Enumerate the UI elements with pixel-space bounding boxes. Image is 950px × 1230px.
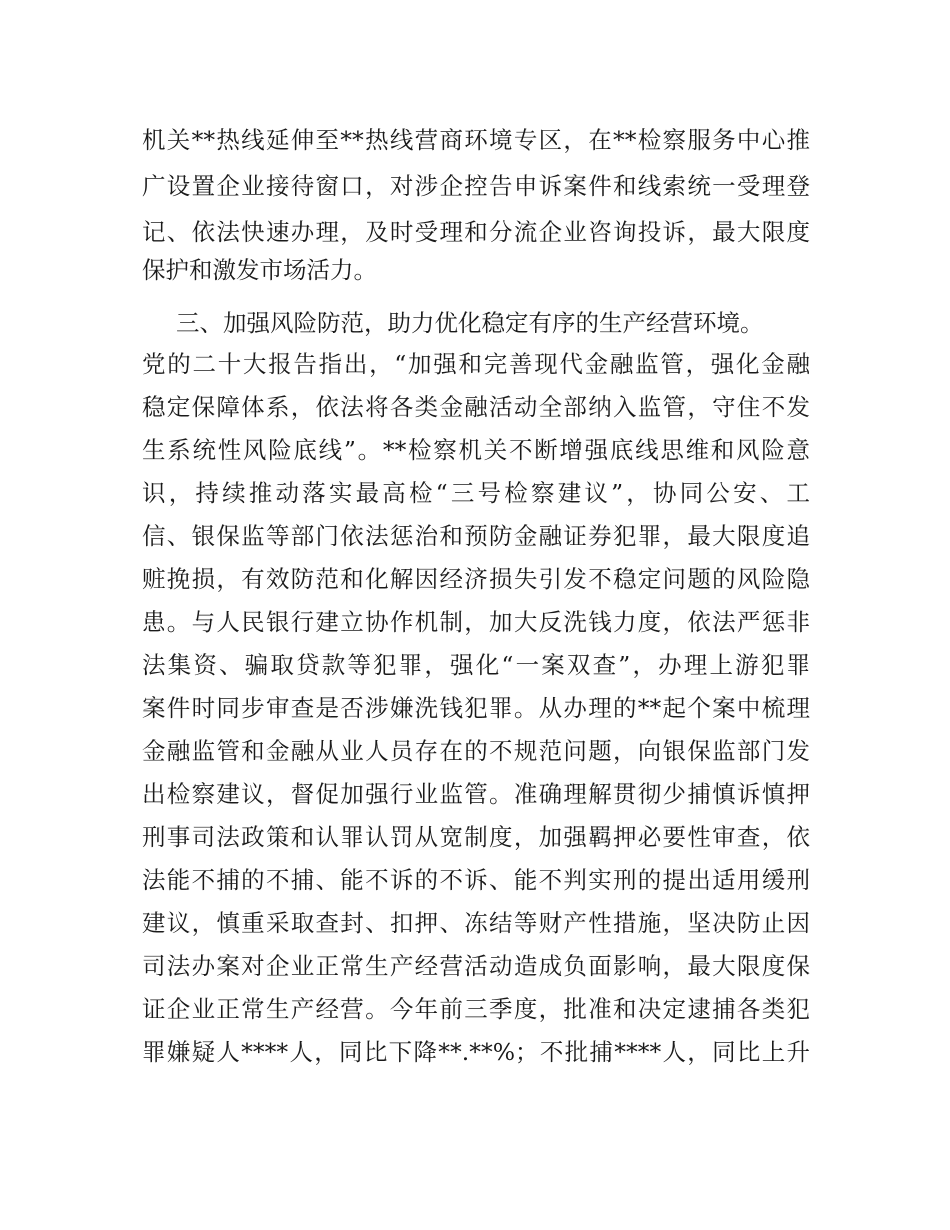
text-line: 刑事司法政策和认罪认罚从宽制度，加强羁押必要性审查，依 bbox=[142, 823, 810, 851]
text-line: 证企业正常生产经营。今年前三季度，批准和决定逮捕各类犯 bbox=[142, 995, 810, 1023]
text-line: 案件时同步审查是否涉嫌洗钱犯罪。从办理的**起个案中梳理 bbox=[142, 694, 810, 722]
text-line: 罪嫌疑人****人，同比下降**.**%；不批捕****人，同比上升 bbox=[142, 1038, 810, 1066]
text-line: 保护和激发市场活力。 bbox=[142, 256, 377, 284]
text-line: 机关**热线延伸至**热线营商环境专区，在**检察服务中心推 bbox=[142, 126, 810, 154]
text-line: 法集资、骗取贷款等犯罪，强化“一案双查”，办理上游犯罪 bbox=[142, 651, 810, 679]
text-line: 信、银保监等部门依法惩治和预防金融证券犯罪，最大限度追 bbox=[142, 522, 810, 550]
text-line: 法能不捕的不捕、能不诉的不诉、能不判实刑的提出适用缓刑 bbox=[142, 866, 810, 894]
text-line: 广设置企业接待窗口，对涉企控告申诉案件和线索统一受理登 bbox=[142, 172, 810, 200]
text-line: 记、依法快速办理，及时受理和分流企业咨询投诉，最大限度 bbox=[142, 218, 810, 246]
text-line: 生系统性风险底线”。**检察机关不断增强底线思维和风险意 bbox=[142, 436, 810, 464]
text-line: 稳定保障体系，依法将各类金融活动全部纳入监管，守住不发 bbox=[142, 393, 810, 421]
text-line: 患。与人民银行建立协作机制，加大反洗钱力度，依法严惩非 bbox=[142, 608, 810, 636]
text-line: 赃挽损，有效防范和化解因经济损失引发不稳定问题的风险隐 bbox=[142, 565, 810, 593]
text-line: 识，持续推动落实最高检“三号检察建议”，协同公安、工 bbox=[142, 479, 810, 507]
section-heading-line: 三、加强风险防范，助力优化稳定有序的生产经营环境。 bbox=[176, 309, 764, 337]
text-line: 金融监管和金融从业人员存在的不规范问题，向银保监部门发 bbox=[142, 737, 810, 765]
text-line: 司法办案对企业正常生产经营活动造成负面影响，最大限度保 bbox=[142, 952, 810, 980]
text-line: 建议，慎重采取查封、扣押、冻结等财产性措施，坚决防止因 bbox=[142, 909, 810, 937]
text-line: 党的二十大报告指出，“加强和完善现代金融监管，强化金融 bbox=[142, 350, 810, 378]
text-line: 出检察建议，督促加强行业监管。准确理解贯彻少捕慎诉慎押 bbox=[142, 780, 810, 808]
